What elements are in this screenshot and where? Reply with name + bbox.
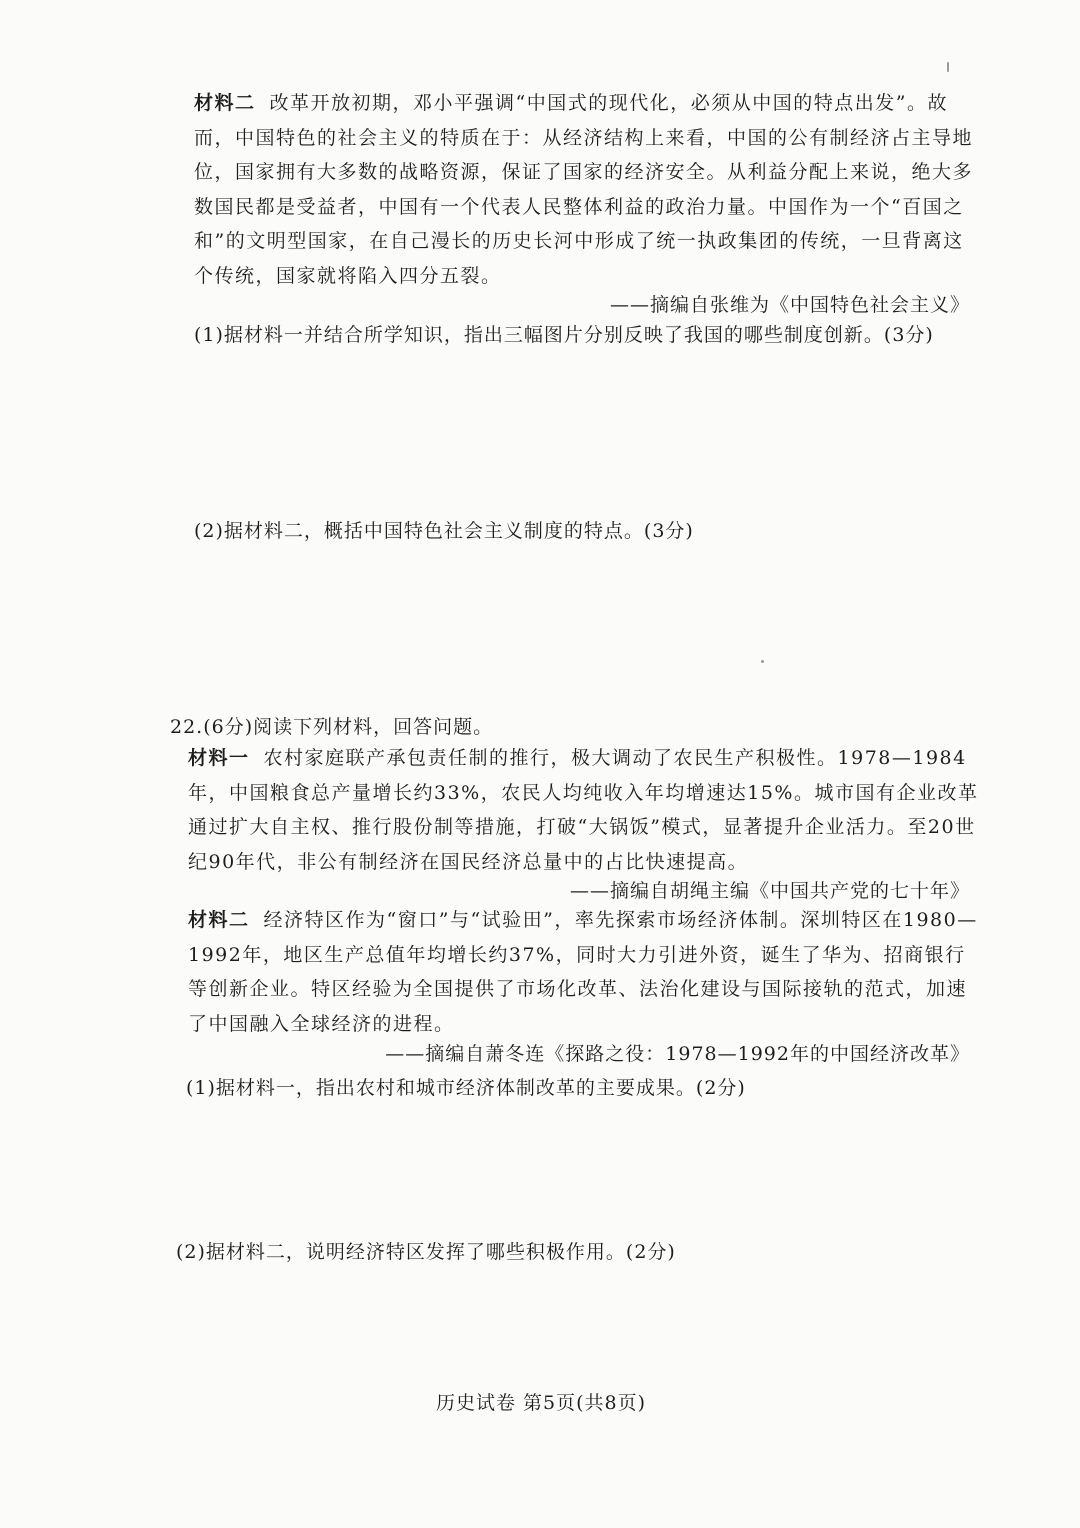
q21-material2-label: 材料二 <box>194 92 256 114</box>
q21-subquestion-1: (1)据材料一并结合所学知识，指出三幅图片分别反映了我国的哪些制度创新。(3分) <box>194 324 934 346</box>
q21-material2-text: 改革开放初期，邓小平强调“中国式的现代化，必须从中国的特点出发”。故而，中国特色的社会主义的特质在于：从经济结构上来看，中国的公有制经济占主导地位，国家拥有大多数的战略资源，保证了国家的经济安全。从利益分配上来说，绝大多数国民都是受益者，中国有一个代表人民整体利益的政治力量。中国作为一个“百国之和”的文明型国家，在自己漫长的历史长河中形成了统一执政集团的传统，一旦背离这个传统，国家就将陷入四分五裂。 <box>194 92 974 287</box>
q22-subquestion-2: (2)据材料二，说明经济特区发挥了哪些积极作用。(2分) <box>176 1241 676 1263</box>
scan-speck <box>761 660 764 663</box>
q22-material2-paragraph <box>188 903 984 1041</box>
q21-subquestion-2: (2)据材料二，概括中国特色社会主义制度的特点。(3分) <box>194 520 694 542</box>
q22-material1-source: ——摘编自胡绳主编《中国共产党的七十年》 <box>569 880 970 902</box>
q22-subquestion-1: (1)据材料一，指出农村和城市经济体制改革的主要成果。(2分) <box>186 1077 746 1099</box>
q22-material1-label: 材料一 <box>188 747 250 769</box>
q22-material1-paragraph <box>188 741 984 879</box>
q22-material2-source: ——摘编自萧冬连《探路之役：1978—1992年的中国经济改革》 <box>385 1043 970 1065</box>
q21-material2-paragraph <box>194 86 984 293</box>
q21-material2-source: ——摘编自张维为《中国特色社会主义》 <box>609 294 970 316</box>
scan-speck <box>947 62 949 72</box>
q22-heading: 22.(6分)阅读下列材料，回答问题。 <box>170 716 494 738</box>
q22-material2-label: 材料二 <box>188 909 250 931</box>
page-footer: 历史试卷 第5页(共8页) <box>436 1392 647 1414</box>
q22-material1-text: 农村家庭联产承包责任制的推行，极大调动了农民生产积极性。1978—1984年，中国粮食总产量增长约33%，农民人均纯收入年均增速达15%。城市国有企业改革通过扩大自主权、推行股份制等措施，打破“大锅饭”模式，显著提升企业活力。至20世纪90年代，非公有制经济在国民经济总量中的占比快速提高。 <box>188 747 979 873</box>
q22-material2-text: 经济特区作为“窗口”与“试验田”，率先探索市场经济体制。深圳特区在1980—1992年，地区生产总值年均增长约37%，同时大力引进外资，诞生了华为、招商银行等创新企业。特区经验为全国提供了市场化改革、法治化建设与国际接轨的范式，加速了中国融入全球经济的进程。 <box>188 909 978 1035</box>
